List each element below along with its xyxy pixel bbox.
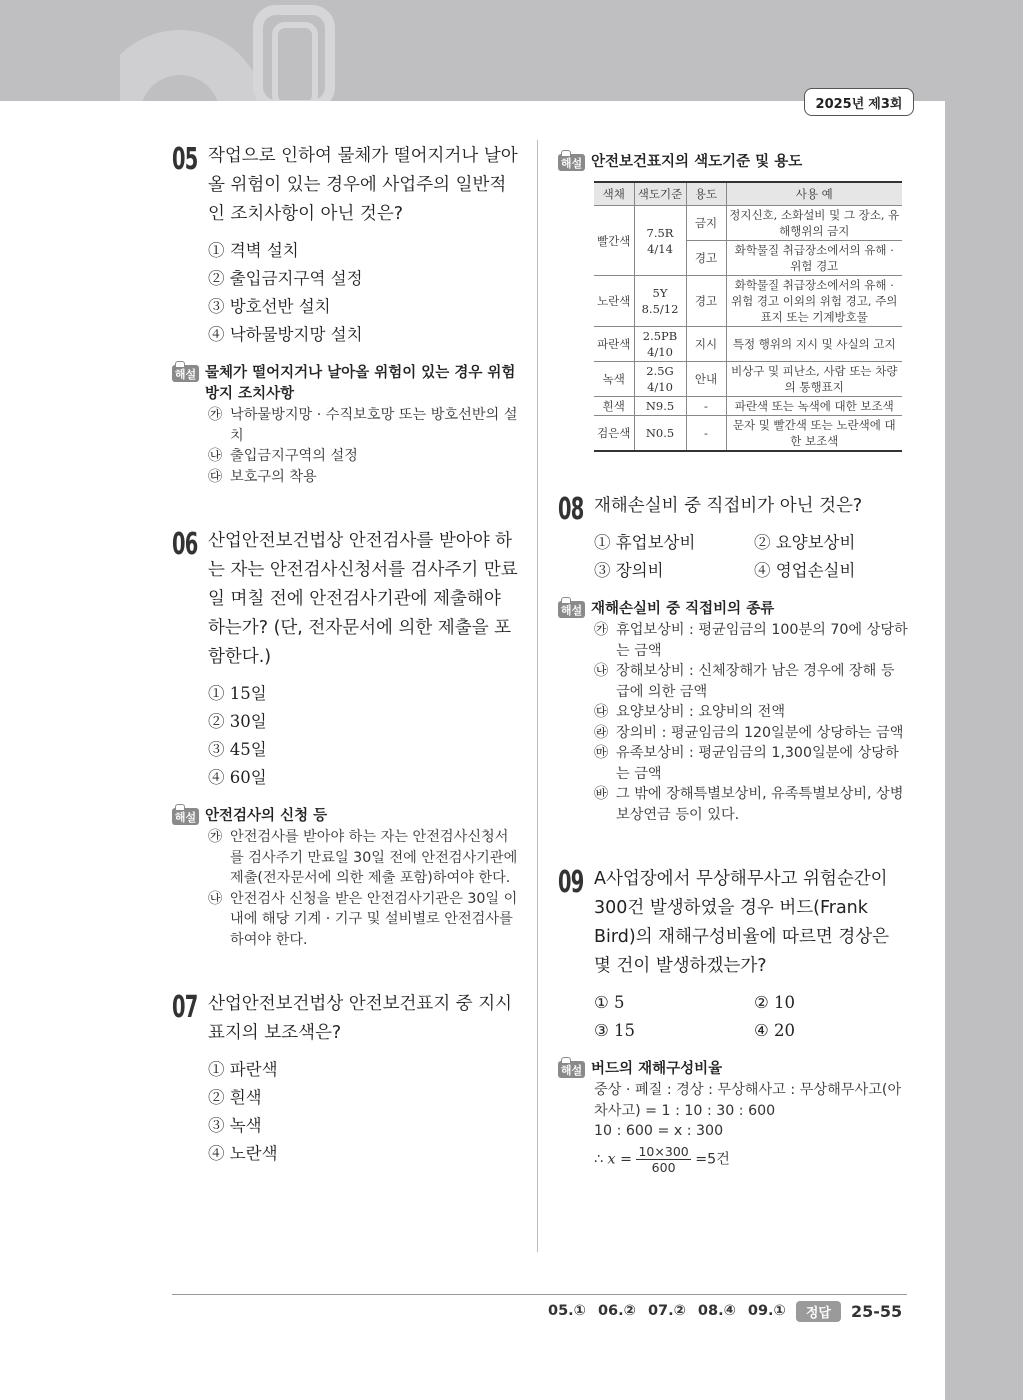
option: ④ 60일 (208, 768, 267, 787)
option-list (594, 529, 908, 585)
answer-label-badge: 정답 (796, 1301, 841, 1322)
table-header: 색도기준 (634, 182, 686, 206)
question-text: 산업안전보건법상 안전보건표지 중 지시표지의 보조색은? (208, 994, 513, 1043)
option: ① 휴업보상비 (594, 533, 696, 552)
explanation-item: ㉰ 요양보상비 : 요양비의 전액 (594, 704, 786, 720)
explanation-item: ㉮ 휴업보상비 : 평균임금의 100분의 70에 상당하는 금액 (594, 622, 908, 659)
answer-item: 09.① (747, 1303, 786, 1319)
explanation (172, 806, 522, 950)
option: ③ 15 (594, 1021, 636, 1040)
question-08 (558, 492, 908, 825)
color-standard-table (594, 181, 902, 452)
explanation (172, 363, 522, 487)
gear-decoration-icon (120, 0, 420, 101)
option: ③ 녹색 (208, 1116, 262, 1135)
option: ① 격벽 설치 (208, 241, 299, 260)
option: ① 5 (594, 993, 625, 1012)
answer-list (548, 1303, 786, 1319)
option: ② 출입금지구역 설정 (208, 269, 363, 288)
explanation-title: 안전검사의 신청 등 (205, 808, 328, 824)
question-number: 06 (172, 527, 198, 562)
option-list (208, 1056, 522, 1168)
explanation-line: 중상 · 폐질 : 경상 : 무상해사고 : 무상해무사고(아차사고) = 1 : 10 : 30 : 600 (594, 1082, 902, 1119)
exam-session-tab (804, 88, 914, 116)
option: ② 흰색 (208, 1088, 262, 1107)
explanation-title: 재해손실비 중 직접비의 종류 (591, 601, 775, 617)
question-number: 09 (558, 865, 584, 900)
option: ② 요양보상비 (754, 533, 856, 552)
explanation-item: ㉯ 출입금지구역의 설정 (208, 448, 358, 464)
table-header: 사용 예 (726, 182, 902, 206)
option: ③ 장의비 (594, 561, 664, 580)
explanation-title: 물체가 떨어지거나 날아올 위험이 있는 경우 위험방지 조치사항 (205, 365, 516, 402)
question-number: 05 (172, 142, 198, 177)
explanation-title: 버드의 재해구성비율 (591, 1061, 723, 1077)
explanation-badge: 해설 (558, 601, 585, 618)
explanation-item: ㉱ 장의비 : 평균임금의 120일분에 상당하는 금액 (594, 724, 904, 741)
option: ④ 영업손실비 (754, 561, 856, 580)
answer-item: 07.② (647, 1303, 686, 1319)
left-column (172, 142, 522, 1168)
question-text: 산업안전보건법상 안전검사를 받아야 하는 자는 안전검사신청서를 검사주기 만료일 며칠 전에 안전검사기관에 제출해야 하는가? (단, 전자문서에 의한 제출을 포함한다.) (208, 531, 518, 667)
option: ④ 노란색 (208, 1144, 278, 1163)
explanation (558, 599, 908, 825)
explanation-badge: 해설 (558, 154, 585, 171)
option: ② 30일 (208, 712, 267, 731)
explanation-item: ㉯ 장해보상비 : 신체장해가 남은 경우에 장해 등급에 의한 금액 (594, 663, 895, 700)
option: ② 10 (754, 993, 796, 1012)
explanation-item: ㉳ 그 밖에 장해특별보상비, 유족특별보상비, 상병보상연금 등이 있다. (594, 786, 904, 823)
table-row: 빨간색 7.5R 4/14 금지 정지신호, 소화설비 및 그 장소, 유해행위의 금지 (594, 206, 902, 241)
table-header: 색채 (594, 182, 634, 206)
question-07 (172, 990, 522, 1168)
exam-year: 2025년 (815, 96, 865, 112)
question-number: 07 (172, 990, 198, 1025)
right-gray-band (945, 0, 1023, 1400)
table-row: 노란색 5Y 8.5/12 경고 화학물질 취급장소에서의 유해 · 위험 경고 이외의 위험 경고, 주의표지 또는 기계방호물 (594, 276, 902, 327)
table-row: 흰색 N9.5 - 파란색 또는 녹색에 대한 보조색 (594, 397, 902, 416)
formula-fraction: $\frac{10\times 300}{600}$ (638, 1143, 689, 1175)
option-list (208, 680, 522, 792)
answer-item: 08.④ (697, 1303, 736, 1319)
question-text: A사업장에서 무상해무사고 위험순간이 300건 발생하였을 경우 버드(Frank Bird)의 재해구성비율에 따르면 경상은 몇 건이 발생하겠는가? (594, 869, 890, 976)
exam-session: 제3회 (868, 96, 903, 112)
explanation-item: ㉮ 안전검사를 받아야 하는 자는 안전검사신청서를 검사주기 만료일 30일 전에 안전검사기관에 제출(전자문서에 의한 제출 포함)하여야 한다. (208, 829, 518, 886)
explanation-item: ㉮ 낙하물방지망 · 수직보호망 또는 방호선반의 설치 (208, 407, 518, 444)
option: ① 15일 (208, 684, 267, 703)
explanation-q07 (558, 152, 908, 452)
formula: ∴ x = $\frac{10\times 300}{600}$ =5건 (594, 1143, 730, 1175)
page-number: 25-55 (850, 1301, 903, 1321)
option-list (208, 237, 522, 349)
table-row: 녹색 2.5G 4/10 안내 비상구 및 피난소, 사람 또는 차량의 통행표지 (594, 362, 902, 397)
footer-divider (172, 1294, 907, 1295)
explanation (558, 1059, 908, 1175)
answer-item: 05.① (548, 1303, 586, 1319)
explanation-badge: 해설 (558, 1061, 585, 1078)
option: ③ 방호선반 설치 (208, 297, 331, 316)
table-row: 파란색 2.5PB 4/10 지시 특정 행위의 지시 및 사실의 고지 (594, 327, 902, 362)
option: ③ 45일 (208, 740, 267, 759)
explanation-badge: 해설 (172, 365, 199, 382)
question-05 (172, 142, 522, 487)
option: ① 파란색 (208, 1060, 278, 1079)
right-column (558, 152, 908, 1175)
table-row: 검은색 N0.5 - 문자 및 빨간색 또는 노란색에 대한 보조색 (594, 416, 902, 452)
option: ④ 낙하물방지망 설치 (208, 325, 363, 344)
question-text: 작업으로 인하여 물체가 떨어지거나 날아올 위험이 있는 경우에 사업주의 일반적인 조치사항이 아닌 것은? (208, 146, 518, 224)
table-row: 경고 화학물질 취급장소에서의 유해 · 위험 경고 (594, 241, 902, 276)
answer-footer (548, 1298, 902, 1324)
question-09 (558, 865, 908, 1175)
question-06 (172, 527, 522, 950)
table-header: 용도 (686, 182, 726, 206)
explanation-title: 안전보건표지의 색도기준 및 용도 (591, 154, 803, 170)
option: ④ 20 (754, 1021, 796, 1040)
explanation-line: 10 : 600 = x : 300 (594, 1123, 724, 1139)
explanation-badge: 해설 (172, 808, 199, 825)
explanation-item: ㉰ 보호구의 착용 (208, 468, 317, 485)
explanation-item: ㉯ 안전검사 신청을 받은 안전검사기관은 30일 이내에 해당 기계 · 기구 및 설비별로 안전검사를 하여야 한다. (208, 890, 518, 948)
option-list (594, 989, 908, 1045)
question-number: 08 (558, 492, 584, 527)
column-divider (537, 140, 538, 1252)
explanation-item: ㉲ 유족보상비 : 평균임금의 1,300일분에 상당하는 금액 (594, 745, 899, 782)
answer-item: 06.② (597, 1303, 636, 1319)
question-text: 재해손실비 중 직접비가 아닌 것은? (594, 496, 863, 516)
